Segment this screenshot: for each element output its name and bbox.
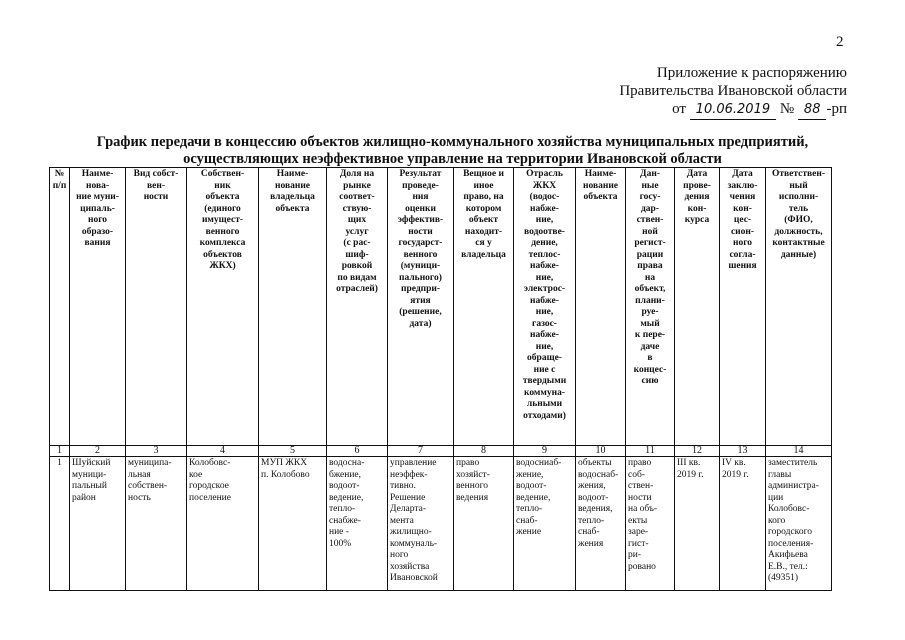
appendix-date-line bbox=[619, 100, 847, 120]
document-title bbox=[40, 134, 865, 168]
table-cell: Колобовс- кое городское поселение bbox=[187, 457, 259, 591]
column-number: 7 bbox=[388, 446, 454, 457]
column-number: 2 bbox=[70, 446, 126, 457]
table-cell: 1 bbox=[50, 457, 70, 591]
column-header: Отрасль ЖКХ (водос- набже- ние, водоотве- дение, теплос- набже- ние, электрос- набже- ние, газос- набже- ние, обраще- ние с твердыми коммуна- льными отходами) bbox=[514, 168, 576, 446]
column-number: 12 bbox=[675, 446, 720, 457]
column-number: 9 bbox=[514, 446, 576, 457]
column-number: 14 bbox=[766, 446, 832, 457]
title-line2: осуществляющих неэффективное управление на территории Ивановской области bbox=[183, 151, 722, 167]
column-header: № п/п bbox=[50, 168, 70, 446]
appendix-line1: Приложение к распоряжению bbox=[656, 65, 847, 81]
appendix-block bbox=[619, 64, 847, 120]
column-header: Доля на рынке соответ- ствую- щих услуг (с рас- шиф- ровкой по видам отраслей) bbox=[327, 168, 388, 446]
table-cell: МУП ЖКХ п. Колобово bbox=[259, 457, 327, 591]
table-row bbox=[50, 457, 832, 591]
table-cell: водосна- бжение, водоот- ведение, тепло- снабже- ние - 100% bbox=[327, 457, 388, 591]
column-number-row bbox=[50, 446, 832, 457]
column-header: Дата заклю- чения кон- цес- сион- ного согла- шения bbox=[720, 168, 766, 446]
table-cell: муниципа- льная собствен- ность bbox=[126, 457, 187, 591]
column-header: Наиме- нование владельца объекта bbox=[259, 168, 327, 446]
table-cell: объекты водоснаб- жения, водоот- ведения, тепло- снаб- жения bbox=[576, 457, 626, 591]
column-number: 5 bbox=[259, 446, 327, 457]
table-cell: Шуйский муници- пальный район bbox=[70, 457, 126, 591]
column-header: Наиме- нование объекта bbox=[576, 168, 626, 446]
column-number: 13 bbox=[720, 446, 766, 457]
table-cell: III кв. 2019 г. bbox=[675, 457, 720, 591]
appendix-line2: Правительства Ивановской области bbox=[619, 83, 847, 99]
title-line1: График передачи в концессию объектов жилищно-коммунального хозяйства муниципальных предприятий, bbox=[96, 134, 809, 150]
column-number: 10 bbox=[576, 446, 626, 457]
from-label: от bbox=[672, 101, 686, 117]
column-header: Дата прове- дения кон- курса bbox=[675, 168, 720, 446]
page-number: 2 bbox=[836, 34, 844, 50]
column-header: Ответствен- ный исполни- тель (ФИО, должность, контактные данные) bbox=[766, 168, 832, 446]
column-number: 11 bbox=[626, 446, 675, 457]
order-number: 88 bbox=[798, 101, 827, 120]
table-cell: водосниаб- жение, водоот- ведение, тепло- снаб- жение bbox=[514, 457, 576, 591]
column-number: 6 bbox=[327, 446, 388, 457]
column-header: Вид собст- вен- ности bbox=[126, 168, 187, 446]
column-number: 8 bbox=[454, 446, 514, 457]
column-header: Собствен- ник объекта (единого имущест- венного комплекса объектов ЖКХ) bbox=[187, 168, 259, 446]
column-number: 4 bbox=[187, 446, 259, 457]
column-header: Наиме- нова- ние муни- ципаль- ного образо- вания bbox=[70, 168, 126, 446]
table-cell: право хозяйст- венного ведения bbox=[454, 457, 514, 591]
column-header: Вещное и иное право, на котором объект находит- ся у владельца bbox=[454, 168, 514, 446]
table-cell: право соб- ствен- ности на объ- екты заре- гист- ри- ровано bbox=[626, 457, 675, 591]
header-row bbox=[50, 168, 832, 446]
table-cell: IV кв. 2019 г. bbox=[720, 457, 766, 591]
column-header: Дан- ные госу- дар- ствен- ной регист- рации права на объект, плани- руе- мый к пере- даче в концес- сию bbox=[626, 168, 675, 446]
column-number: 1 bbox=[50, 446, 70, 457]
table-cell: заместитель главы администра- ции Колобовс- кого городского поселения- Акифьева Е.В., тел.: (49351) bbox=[766, 457, 832, 591]
column-header: Результат проведе- ния оценки эффектив- ности государст- венного (муници- пального) предпри- ятия (решение, дата) bbox=[388, 168, 454, 446]
table-cell: управление неэффек- тивно. Решение Деларта- мента жилищно- коммуналь- ного хозяйства Ивановской bbox=[388, 457, 454, 591]
order-date: 10.06.2019 bbox=[690, 101, 776, 120]
order-suffix: -рп bbox=[826, 101, 847, 117]
number-label: № bbox=[779, 101, 795, 117]
concession-schedule-table bbox=[49, 167, 832, 591]
column-number: 3 bbox=[126, 446, 187, 457]
